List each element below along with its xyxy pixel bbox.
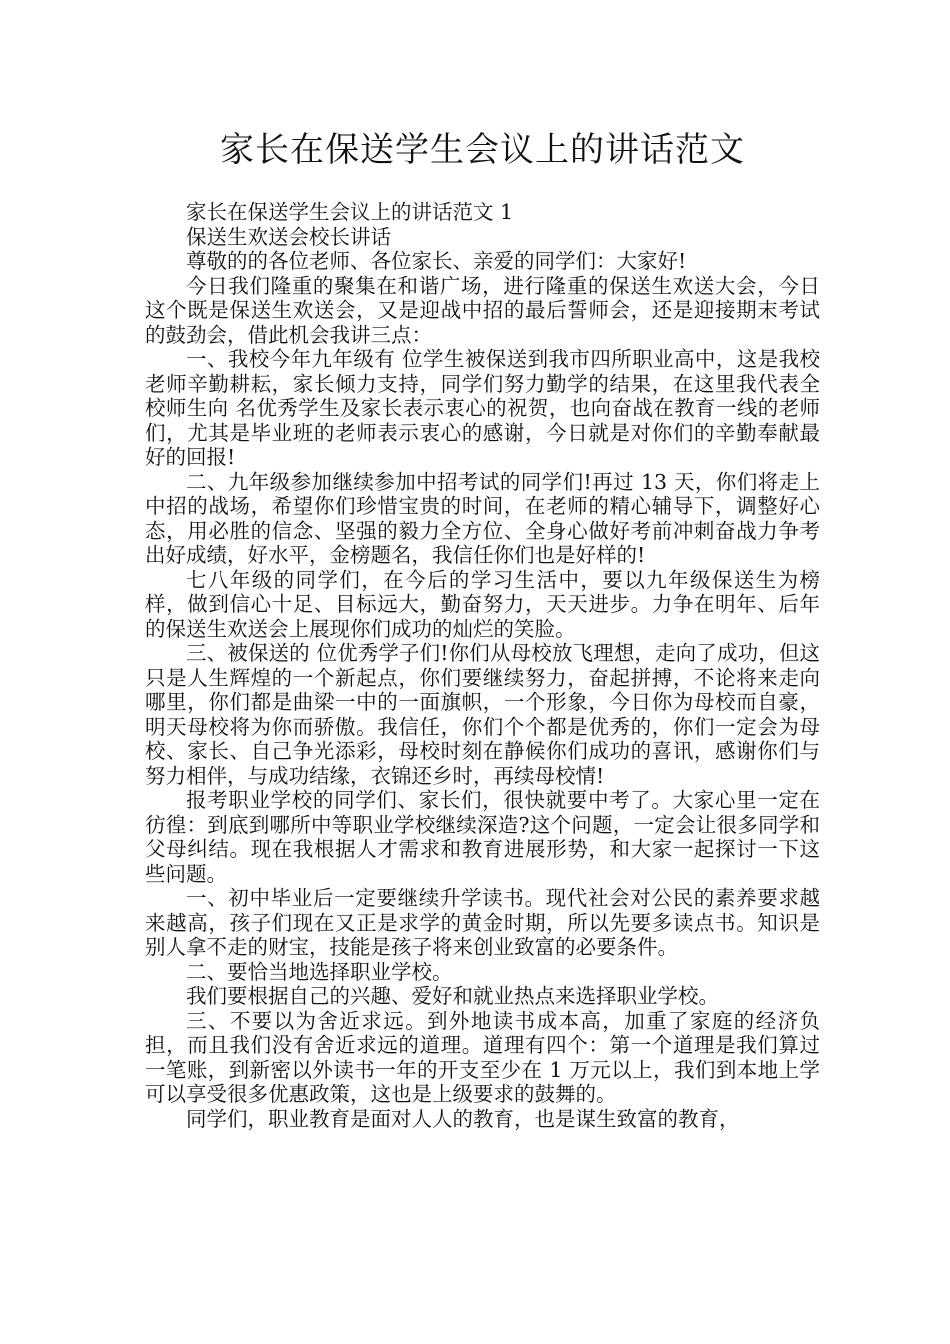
paragraph: 一、我校今年九年级有 位学生被保送到我市四所职业高中，这是我校老师辛勤耕耘，家长倾力支持，同学们努力勤学的结果，在这里我代表全校师生向 名优秀学生及家长表示衷心的祝贺，也向奋战在教育一线的老师们，尤其是毕业班的老师表示衷心的感谢，今日就是对你们的辛勤奉献最好的回报! (145, 347, 820, 469)
paragraph: 一、初中毕业后一定要继续升学读书。现代社会对公民的素养要求越来越高，孩子们现在又正是求学的黄金时期，所以先要多读点书。知识是别人拿不走的财宝，技能是孩子将来创业致富的必要条件。 (145, 886, 820, 959)
paragraph: 三、不要以为舍近求远。到外地读书成本高，加重了家庭的经济负担，而且我们没有舍近求远的道理。道理有四个：第一个道理是我们算过一笔账，到新密以外读书一年的开支至少在 1 万元以上，我们到本地上学可以享受很多优惠政策，这也是上级要求的鼓舞的。 (145, 1008, 820, 1106)
document-page (145, 126, 820, 1131)
paragraph-heading: 保送生欢送会校长讲话 (186, 224, 391, 249)
paragraph: 三、被保送的 位优秀学子们!你们从母校放飞理想，走向了成功，但这只是人生辉煌的一个新起点，你们要继续努力，奋起拼搏，不论将来走向哪里，你们都是曲梁一中的一面旗帜，一个形象，今日你为母校而自豪，明天母校将为你而骄傲。我信任，你们个个都是优秀的，你们一定会为母校、家长、自己争光添彩，母校时刻在静候你们成功的喜讯，感谢你们与努力相伴，与成功结缘，衣锦还乡时，再续母校情! (145, 641, 820, 788)
paragraph-greeting: 尊敬的的各位老师、各位家长、亲爱的同学们：大家好! (186, 249, 687, 273)
paragraph: 同学们，职业教育是面对人人的教育，也是谋生致富的教育， (186, 1106, 740, 1131)
paragraph: 今日我们隆重的聚集在和谐广场，进行隆重的保送生欢送大会，今日这个既是保送生欢送会，又是迎战中招的最后誓师会，还是迎接期末考试的鼓劲会，借此机会我讲三点： (145, 273, 820, 347)
document-body (145, 200, 820, 1131)
document-title: 家长在保送学生会议上的讲话范文 (220, 130, 745, 170)
paragraph: 二、要恰当地选择职业学校。 (186, 959, 453, 984)
paragraph: 二、九年级参加继续参加中招考试的同学们!再过 13 天，你们将走上中招的战场，希望你们珍惜宝贵的时间，在老师的精心辅导下，调整好心态，用必胜的信念、坚强的毅力全方位、全身心做好考前冲刺奋战力争考出好成绩，好水平，金榜题名，我信任你们也是好样的! (145, 469, 820, 567)
paragraph: 我们要根据自己的兴趣、爱好和就业热点来选择职业学校。 (186, 984, 719, 1008)
paragraph: 七八年级的同学们，在今后的学习生活中，要以九年级保送生为榜样，做到信心十足、目标远大，勤奋努力，天天进步。力争在明年、后年的保送生欢送会上展现你们成功的灿烂的笑脸。 (145, 567, 820, 641)
paragraph: 报考职业学校的同学们、家长们，很快就要中考了。大家心里一定在彷徨：到底到哪所中等职业学校继续深造?这个问题，一定会让很多同学和父母纠结。现在我根据人才需求和教育进展形势，和大家一起探讨一下这些问题。 (145, 788, 820, 886)
paragraph-subtitle: 家长在保送学生会议上的讲话范文 1 (186, 200, 514, 224)
